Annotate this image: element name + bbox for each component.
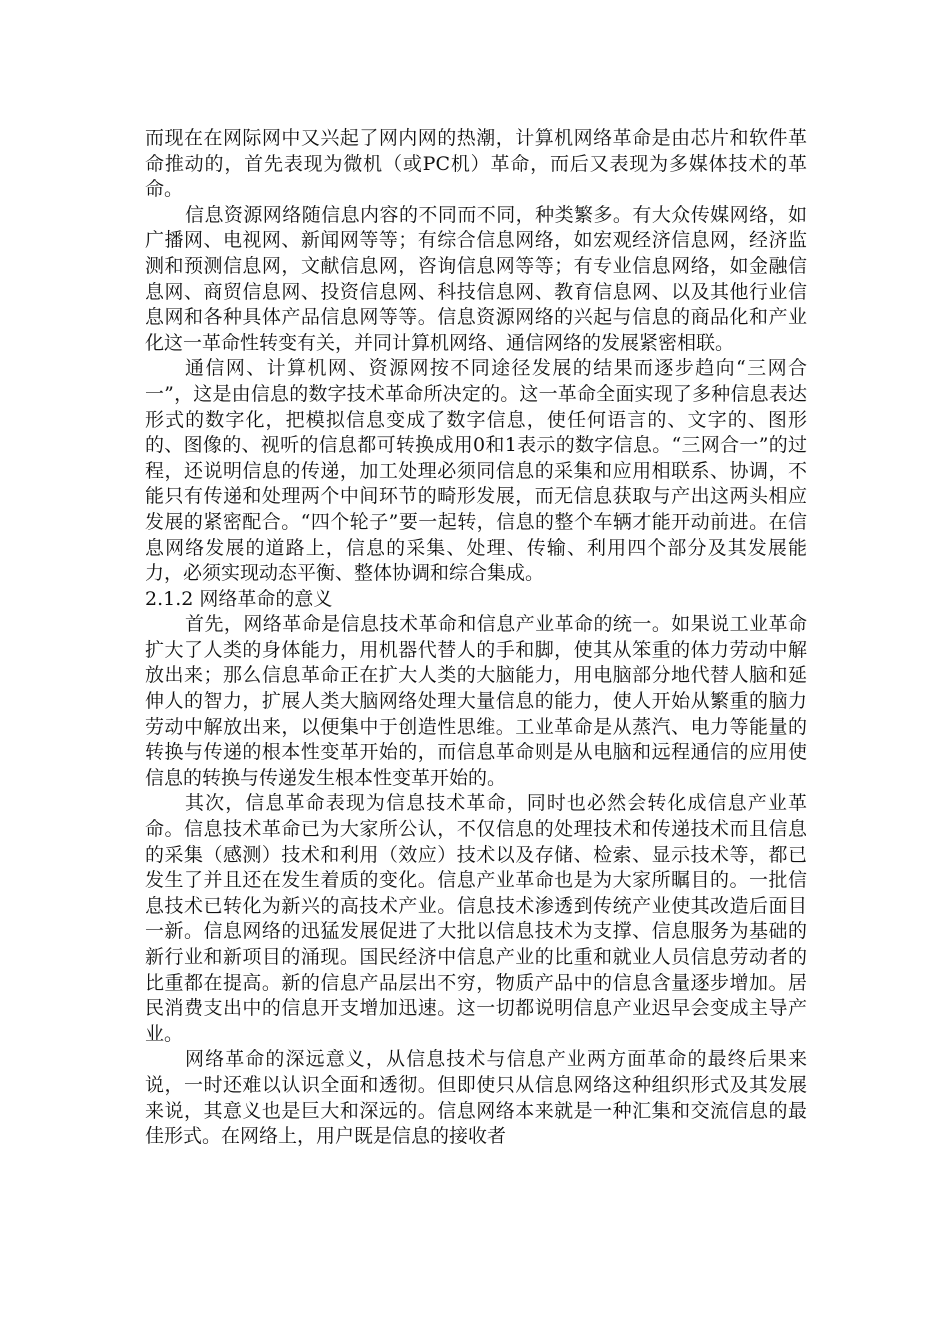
- section-heading: 2.1.2 网络革命的意义: [145, 587, 333, 610]
- paragraph-first: 首先，网络革命是信息技术革命和信息产业革命的统一。如果说工业革命扩大了人类的身体能力，用机器代替人的手和脚，使其从笨重的体力劳动中解放出来；那么信息革命正在扩大人类的大脑能力，用电脑部分地代替人脑和延伸人的智力，扩展人类大脑网络处理大量信息的能力，使人开始从繁重的脑力劳动中解放出来，以便集中于创造性思维。工业革命是从蒸汽、电力等能量的转换与传递的根本性变革开始的，而信息革命则是从电脑和远程通信的应用使信息的转换与传递发生根本性变革开始的。: [145, 613, 807, 789]
- paragraph-resource-networks: 信息资源网络随信息内容的不同而不同，种类繁多。有大众传媒网络，如广播网、电视网、新闻网等等；有综合信息网络，如宏观经济信息网，经济监测和预测信息网，文献信息网，咨询信息网等等；有专业信息网络，如金融信息网、商贸信息网、投资信息网、科技信息网、教育信息网、以及其他行业信息网和各种具体产品信息网等等。信息资源网络的兴起与信息的商品化和产业化这一革命性转变有关，并同计算机网络、通信网络的发展紧密相联。: [145, 203, 807, 354]
- paragraph-three-networks: 通信网、计算机网、资源网按不同途径发展的结果而逐步趋向“三网合一”，这是由信息的数字技术革命所决定的。这一革命全面实现了多种信息表达形式的数字化，把模拟信息变成了数字信息，使任何语言的、文字的、图形的、图像的、视听的信息都可转换成用0和1表示的数字信息。“三网合一”的过程，还说明信息的传递，加工处理必须同信息的采集和应用相联系、协调，不能只有传递和处理两个中间环节的畸形发展，而无信息获取与产出这两头相应发展的紧密配合。“四个轮子”要一起转，信息的整个车辆才能开动前进。在信息网络发展的道路上，信息的采集、处理、传输、利用四个部分及其发展能力，必须实现动态平衡、整体协调和综合集成。: [145, 357, 807, 585]
- paragraph-third: 网络革命的深远意义，从信息技术与信息产业两方面革命的最终后果来说，一时还难以认识全面和透彻。但即使只从信息网络这种组织形式及其发展来说，其意义也是巨大和深远的。信息网络本来就是一种汇集和交流信息的最佳形式。在网络上，用户既是信息的接收者: [145, 1048, 807, 1148]
- paragraph-second: 其次，信息革命表现为信息技术革命，同时也必然会转化成信息产业革命。信息技术革命已为大家所公认，不仅信息的处理技术和传递技术而且信息的采集（感测）技术和利用（效应）技术以及存储、检索、显示技术等，都已发生了并且还在发生着质的变化。信息产业革命也是为大家所瞩目的。一批信息技术已转化为新兴的高技术产业。信息技术渗透到传统产业使其改造后面目一新。信息网络的迅猛发展促进了大批以信息技术为支撑、信息服务为基础的新行业和新项目的涌现。国民经济中信息产业的比重和就业人员信息劳动者的比重都在提高。新的信息产品层出不穷，物质产品中的信息含量逐步增加。居民消费支出中的信息开支增加迅速。这一切都说明信息产业迟早会变成主导产业。: [145, 792, 807, 1045]
- paragraph-continuation: 而现在在网际网中又兴起了网内网的热潮，计算机网络革命是由芯片和软件革命推动的，首先表现为微机（或PC机）革命，而后又表现为多媒体技术的革命。: [145, 127, 807, 201]
- document-body: [145, 126, 807, 1150]
